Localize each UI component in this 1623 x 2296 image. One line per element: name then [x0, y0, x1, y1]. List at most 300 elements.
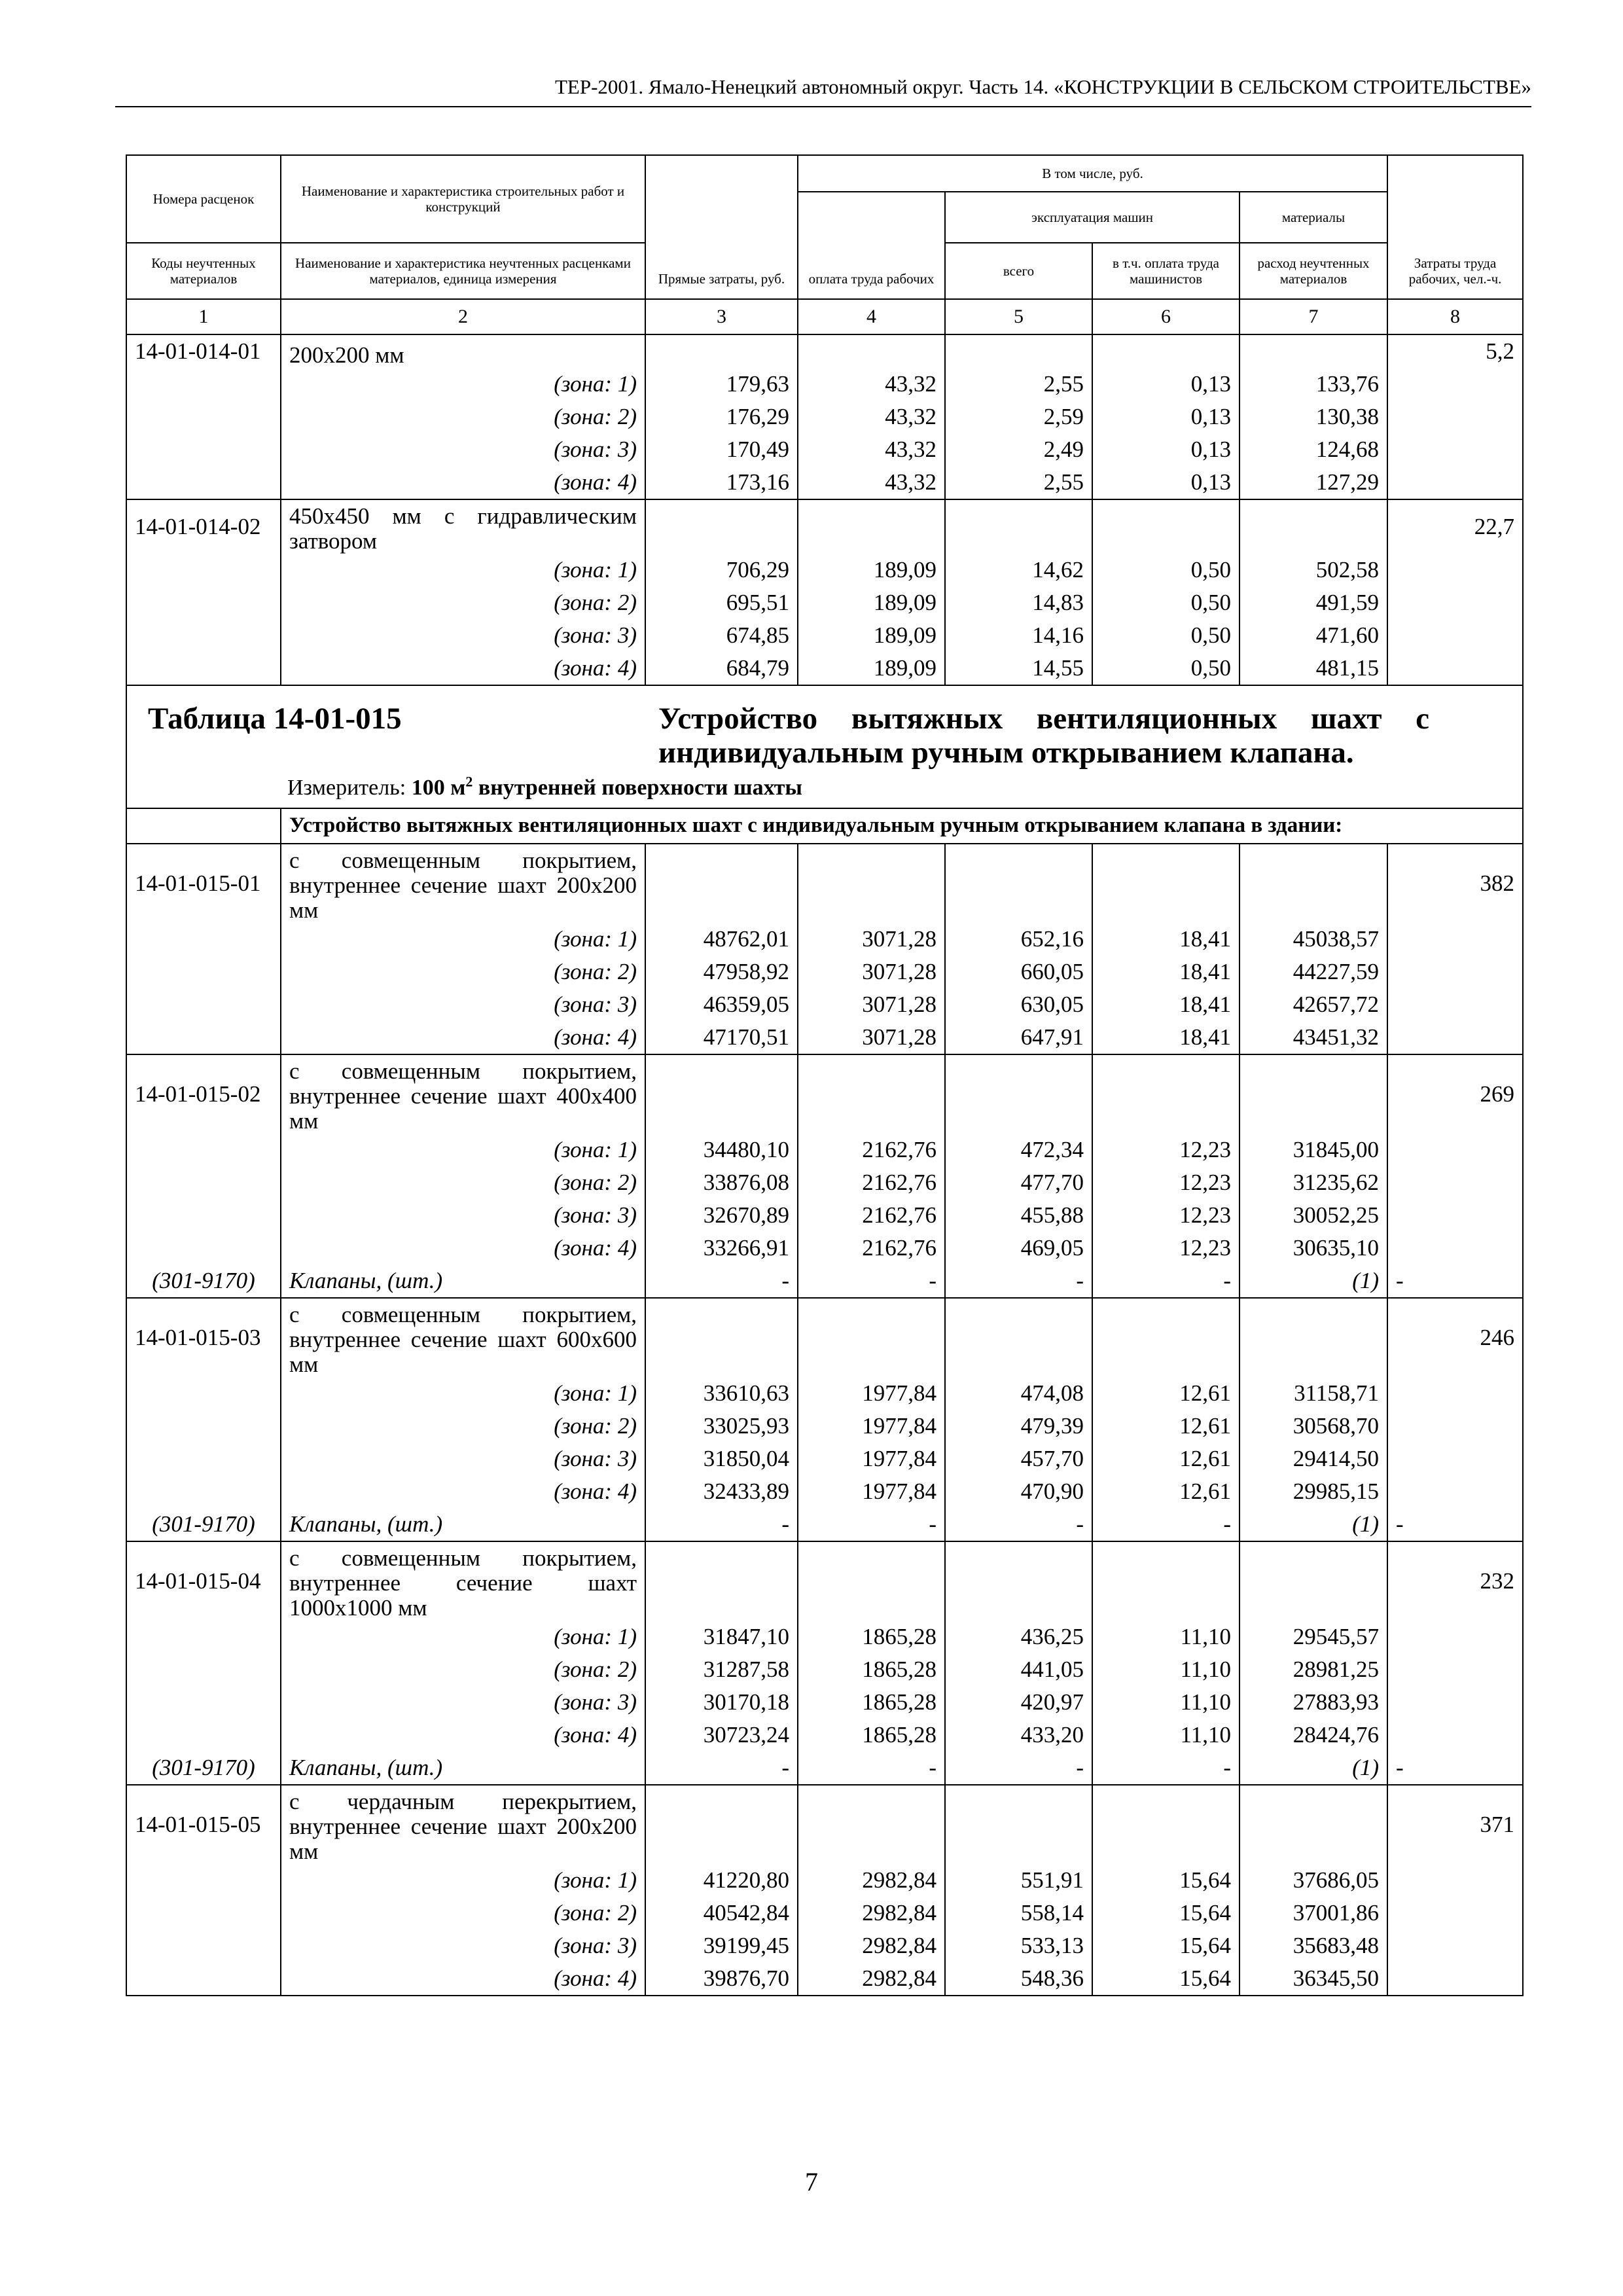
- machinist-wages: 15,64: [1092, 1929, 1240, 1962]
- worker-wages: 2162,76: [798, 1134, 945, 1166]
- machinist-wages: 11,10: [1092, 1653, 1240, 1686]
- machines-total: 14,62: [945, 554, 1092, 586]
- materials-cost: (1): [1240, 1265, 1387, 1298]
- materials-cost: 29545,57: [1240, 1621, 1387, 1653]
- zone-label: (зона: 4): [281, 466, 645, 499]
- header-materials-label: материалы: [1240, 192, 1387, 243]
- worker-wages: 1865,28: [798, 1621, 945, 1653]
- header-col7: расход неучтенных материалов: [1240, 243, 1387, 299]
- labor-cost: 232: [1387, 1541, 1523, 1621]
- zone-label: (зона: 2): [281, 586, 645, 619]
- materials-cost: 29985,15: [1240, 1475, 1387, 1508]
- machines-total: 14,83: [945, 586, 1092, 619]
- zone-label: (зона: 1): [281, 1377, 645, 1410]
- empty-cell: [126, 1897, 281, 1929]
- empty-cell: [1387, 466, 1523, 499]
- zone-label: (зона: 4): [281, 652, 645, 685]
- table-14-01-015-heading: [126, 685, 1523, 844]
- empty-cell: [126, 988, 281, 1021]
- machinist-wages: 12,23: [1092, 1166, 1240, 1199]
- worker-wages: 2982,84: [798, 1864, 945, 1897]
- zone-row: [126, 652, 1523, 685]
- empty-cell: [1092, 1298, 1240, 1377]
- worker-wages: 2982,84: [798, 1962, 945, 1996]
- empty-cell: [126, 1929, 281, 1962]
- zone-label: (зона: 4): [281, 1232, 645, 1265]
- zone-row: [126, 1686, 1523, 1719]
- machinist-wages: -: [1092, 1508, 1240, 1541]
- rate-code: 14-01-014-01: [126, 334, 281, 368]
- direct-cost: 47958,92: [645, 956, 798, 988]
- machines-total: 472,34: [945, 1134, 1092, 1166]
- zone-label: (зона: 3): [281, 1199, 645, 1232]
- direct-cost: 33876,08: [645, 1166, 798, 1199]
- materials-cost: 27883,93: [1240, 1686, 1387, 1719]
- machines-total: 14,55: [945, 652, 1092, 685]
- empty-cell: [126, 1021, 281, 1054]
- zone-label: (зона: 1): [281, 554, 645, 586]
- direct-cost: 40542,84: [645, 1897, 798, 1929]
- empty-cell: [798, 1054, 945, 1134]
- direct-cost: 33025,93: [645, 1410, 798, 1443]
- zone-row: [126, 1377, 1523, 1410]
- header-group-label: В том числе, руб.: [798, 155, 1387, 192]
- zone-row: [126, 1232, 1523, 1265]
- table-name: Устройство вытяжных вентиляционных шахт с индивидуальным ручным открыванием клапана.: [658, 702, 1430, 770]
- machinist-wages: 0,50: [1092, 619, 1240, 652]
- empty-cell: [1240, 499, 1387, 554]
- worker-wages: 1977,84: [798, 1475, 945, 1508]
- zone-label: (зона: 4): [281, 1475, 645, 1508]
- labor-cost: -: [1387, 1508, 1523, 1541]
- column-numbers-row: [126, 299, 1523, 334]
- empty-cell: [1387, 1686, 1523, 1719]
- machines-total: 433,20: [945, 1719, 1092, 1751]
- machinist-wages: 15,64: [1092, 1897, 1240, 1929]
- machinist-wages: 18,41: [1092, 923, 1240, 956]
- empty-cell: [1387, 1653, 1523, 1686]
- machinist-wages: 12,61: [1092, 1410, 1240, 1443]
- empty-cell: [126, 433, 281, 466]
- machines-total: 2,55: [945, 466, 1092, 499]
- machinist-wages: 0,13: [1092, 466, 1240, 499]
- empty-cell: [126, 466, 281, 499]
- empty-cell: [1092, 334, 1240, 368]
- rate-name: 200х200 мм: [281, 334, 645, 368]
- machinist-wages: 18,41: [1092, 988, 1240, 1021]
- machinist-wages: 11,10: [1092, 1719, 1240, 1751]
- machinist-wages: 12,61: [1092, 1443, 1240, 1475]
- worker-wages: 43,32: [798, 368, 945, 401]
- materials-cost: 37001,86: [1240, 1897, 1387, 1929]
- worker-wages: 1865,28: [798, 1686, 945, 1719]
- empty-cell: [126, 1686, 281, 1719]
- direct-cost: 684,79: [645, 652, 798, 685]
- machines-total: 558,14: [945, 1897, 1092, 1929]
- empty-cell: [1387, 1621, 1523, 1653]
- header-col2-top: Наименование и характеристика строительных работ и конструкций: [281, 155, 645, 243]
- labor-cost: 5,2: [1387, 334, 1523, 368]
- machinist-wages: 11,10: [1092, 1686, 1240, 1719]
- empty-cell: [1387, 652, 1523, 685]
- empty-cell: [1387, 1864, 1523, 1897]
- material-code: (301-9170): [126, 1751, 281, 1785]
- empty-cell: [945, 1054, 1092, 1134]
- header-col8: Затраты труда рабочих, чел.-ч.: [1387, 155, 1523, 299]
- machinist-wages: 12,23: [1092, 1232, 1240, 1265]
- worker-wages: 189,09: [798, 619, 945, 652]
- worker-wages: 43,32: [798, 466, 945, 499]
- empty-cell: [1240, 334, 1387, 368]
- rate-head-row: [126, 1054, 1523, 1134]
- zone-row: [126, 1719, 1523, 1751]
- labor-cost: 22,7: [1387, 499, 1523, 554]
- machines-total: 660,05: [945, 956, 1092, 988]
- direct-cost: 33610,63: [645, 1377, 798, 1410]
- empty-cell: [1387, 1377, 1523, 1410]
- zone-row: [126, 1410, 1523, 1443]
- materials-cost: 43451,32: [1240, 1021, 1387, 1054]
- empty-cell: [1387, 988, 1523, 1021]
- empty-cell: [126, 1443, 281, 1475]
- machinist-wages: 15,64: [1092, 1864, 1240, 1897]
- empty-cell: [1387, 1199, 1523, 1232]
- zone-label: (зона: 3): [281, 988, 645, 1021]
- empty-cell: [945, 844, 1092, 923]
- zone-label: (зона: 2): [281, 1166, 645, 1199]
- empty-cell: [126, 554, 281, 586]
- header-col3: Прямые затраты, руб.: [645, 155, 798, 299]
- direct-cost: 706,29: [645, 554, 798, 586]
- machines-total: 652,16: [945, 923, 1092, 956]
- materials-cost: 42657,72: [1240, 988, 1387, 1021]
- zone-label: (зона: 2): [281, 1897, 645, 1929]
- direct-cost: 176,29: [645, 401, 798, 433]
- rate-name: с совмещенным покрытием, внутреннее сечение шахт 1000х1000 мм: [281, 1541, 645, 1621]
- materials-cost: 471,60: [1240, 619, 1387, 652]
- direct-cost: 31287,58: [645, 1653, 798, 1686]
- column-number: 2: [281, 299, 645, 334]
- empty-cell: [126, 1864, 281, 1897]
- empty-cell: [1387, 368, 1523, 401]
- worker-wages: 2162,76: [798, 1199, 945, 1232]
- table-14-01-014-body: [126, 334, 1523, 685]
- column-number: 5: [945, 299, 1092, 334]
- materials-cost: 481,15: [1240, 652, 1387, 685]
- worker-wages: 3071,28: [798, 988, 945, 1021]
- zone-label: (зона: 3): [281, 1443, 645, 1475]
- header-col5: всего: [945, 243, 1092, 299]
- empty-cell: [645, 1785, 798, 1864]
- direct-cost: 179,63: [645, 368, 798, 401]
- machinist-wages: 12,61: [1092, 1475, 1240, 1508]
- machines-total: 470,90: [945, 1475, 1092, 1508]
- machines-total: 479,39: [945, 1410, 1092, 1443]
- table-meter: [127, 774, 1514, 802]
- empty-cell: [126, 1653, 281, 1686]
- labor-cost: 246: [1387, 1298, 1523, 1377]
- direct-cost: 32433,89: [645, 1475, 798, 1508]
- materials-cost: 127,29: [1240, 466, 1387, 499]
- materials-cost: 31845,00: [1240, 1134, 1387, 1166]
- rate-code: 14-01-015-05: [126, 1785, 281, 1864]
- zone-row: [126, 1199, 1523, 1232]
- empty-cell: [126, 1475, 281, 1508]
- material-code: (301-9170): [126, 1508, 281, 1541]
- materials-cost: 28981,25: [1240, 1653, 1387, 1686]
- unaccounted-material-row: [126, 1508, 1523, 1541]
- worker-wages: 3071,28: [798, 956, 945, 988]
- materials-cost: 37686,05: [1240, 1864, 1387, 1897]
- empty-cell: [1092, 1541, 1240, 1621]
- worker-wages: 3071,28: [798, 923, 945, 956]
- unaccounted-material-row: [126, 1265, 1523, 1298]
- direct-cost: 32670,89: [645, 1199, 798, 1232]
- empty-cell: [1092, 499, 1240, 554]
- rate-code: 14-01-015-03: [126, 1298, 281, 1377]
- empty-cell: [945, 499, 1092, 554]
- column-number: 1: [126, 299, 281, 334]
- empty-cell: [798, 499, 945, 554]
- column-number: 8: [1387, 299, 1523, 334]
- machinist-wages: 18,41: [1092, 956, 1240, 988]
- materials-cost: 29414,50: [1240, 1443, 1387, 1475]
- materials-cost: 502,58: [1240, 554, 1387, 586]
- zone-row: [126, 1443, 1523, 1475]
- header-col6: в т.ч. оплата труда машинистов: [1092, 243, 1240, 299]
- empty-cell: [1387, 956, 1523, 988]
- machines-total: 477,70: [945, 1166, 1092, 1199]
- materials-cost: 30635,10: [1240, 1232, 1387, 1265]
- rate-code: 14-01-015-02: [126, 1054, 281, 1134]
- zone-row: [126, 586, 1523, 619]
- materials-cost: 491,59: [1240, 586, 1387, 619]
- empty-cell: [645, 1541, 798, 1621]
- direct-cost: 31850,04: [645, 1443, 798, 1475]
- zone-label: (зона: 1): [281, 1134, 645, 1166]
- empty-cell: [1387, 433, 1523, 466]
- empty-cell: [126, 1232, 281, 1265]
- empty-cell: [1387, 1929, 1523, 1962]
- machines-total: 436,25: [945, 1621, 1092, 1653]
- material-name: Клапаны, (шт.): [281, 1508, 645, 1541]
- empty-cell: [126, 1377, 281, 1410]
- empty-cell: [1240, 1054, 1387, 1134]
- zone-label: (зона: 4): [281, 1962, 645, 1996]
- material-name: Клапаны, (шт.): [281, 1751, 645, 1785]
- worker-wages: 2162,76: [798, 1166, 945, 1199]
- rate-head-row: [126, 1298, 1523, 1377]
- empty-cell: [126, 923, 281, 956]
- column-number: 7: [1240, 299, 1387, 334]
- zone-label: (зона: 1): [281, 1621, 645, 1653]
- machines-total: 2,59: [945, 401, 1092, 433]
- materials-cost: 124,68: [1240, 433, 1387, 466]
- rate-name: 450х450 мм с гидравлическим затвором: [281, 499, 645, 554]
- machinist-wages: 0,13: [1092, 368, 1240, 401]
- materials-cost: 130,38: [1240, 401, 1387, 433]
- machinist-wages: 0,13: [1092, 433, 1240, 466]
- rate-name: с совмещенным покрытием, внутреннее сечение шахт 400х400 мм: [281, 1054, 645, 1134]
- machinist-wages: -: [1092, 1265, 1240, 1298]
- machinist-wages: 18,41: [1092, 1021, 1240, 1054]
- direct-cost: 48762,01: [645, 923, 798, 956]
- machines-total: 647,91: [945, 1021, 1092, 1054]
- worker-wages: 2982,84: [798, 1929, 945, 1962]
- worker-wages: 2982,84: [798, 1897, 945, 1929]
- worker-wages: 189,09: [798, 586, 945, 619]
- header-col1-top: Номера расценок: [126, 155, 281, 243]
- machines-total: 548,36: [945, 1962, 1092, 1996]
- empty-cell: [126, 401, 281, 433]
- zone-label: (зона: 3): [281, 1686, 645, 1719]
- header-col4: оплата труда рабочих: [798, 192, 945, 299]
- zone-row: [126, 1897, 1523, 1929]
- empty-cell: [645, 1054, 798, 1134]
- zone-row: [126, 1134, 1523, 1166]
- rate-name: с совмещенным покрытием, внутреннее сечение шахт 200х200 мм: [281, 844, 645, 923]
- labor-cost: 382: [1387, 844, 1523, 923]
- empty-cell: [126, 652, 281, 685]
- zone-label: (зона: 4): [281, 1719, 645, 1751]
- direct-cost: -: [645, 1751, 798, 1785]
- materials-cost: 31158,71: [1240, 1377, 1387, 1410]
- zone-label: (зона: 2): [281, 401, 645, 433]
- direct-cost: 41220,80: [645, 1864, 798, 1897]
- materials-cost: 44227,59: [1240, 956, 1387, 988]
- rate-name: с совмещенным покрытием, внутреннее сечение шахт 600х600 мм: [281, 1298, 645, 1377]
- table-header: [126, 155, 1523, 334]
- worker-wages: 189,09: [798, 554, 945, 586]
- rate-head-row: [126, 844, 1523, 923]
- column-number: 3: [645, 299, 798, 334]
- rate-head-row: [126, 1541, 1523, 1621]
- direct-cost: 30170,18: [645, 1686, 798, 1719]
- header-col1-bottom: Коды неучтенных материалов: [126, 243, 281, 299]
- material-code: (301-9170): [126, 1265, 281, 1298]
- worker-wages: 1977,84: [798, 1410, 945, 1443]
- zone-label: (зона: 1): [281, 1864, 645, 1897]
- empty-cell: [1387, 1962, 1523, 1996]
- empty-cell: [645, 499, 798, 554]
- machinist-wages: 12,23: [1092, 1134, 1240, 1166]
- empty-cell: [798, 334, 945, 368]
- direct-cost: 170,49: [645, 433, 798, 466]
- table-number: Таблица 14-01-015: [148, 702, 402, 736]
- zone-row: [126, 1021, 1523, 1054]
- empty-cell: [1387, 1719, 1523, 1751]
- worker-wages: 2162,76: [798, 1232, 945, 1265]
- empty-cell: [945, 334, 1092, 368]
- empty-cell: [798, 1785, 945, 1864]
- empty-cell: [126, 1134, 281, 1166]
- empty-cell: [1387, 1021, 1523, 1054]
- machinist-wages: 12,23: [1092, 1199, 1240, 1232]
- zone-row: [126, 1475, 1523, 1508]
- worker-wages: 43,32: [798, 401, 945, 433]
- zone-label: (зона: 3): [281, 619, 645, 652]
- machinist-wages: 12,61: [1092, 1377, 1240, 1410]
- empty-cell: [798, 1541, 945, 1621]
- zone-label: (зона: 2): [281, 1653, 645, 1686]
- direct-cost: 39876,70: [645, 1962, 798, 1996]
- zone-row: [126, 1166, 1523, 1199]
- direct-cost: 47170,51: [645, 1021, 798, 1054]
- empty-cell: [1387, 1443, 1523, 1475]
- zone-label: (зона: 4): [281, 1021, 645, 1054]
- zone-row: [126, 619, 1523, 652]
- materials-cost: 31235,62: [1240, 1166, 1387, 1199]
- section-subheader: Устройство вытяжных вентиляционных шахт с индивидуальным ручным открыванием клапана в здании:: [281, 808, 1523, 844]
- material-name: Клапаны, (шт.): [281, 1265, 645, 1298]
- worker-wages: 43,32: [798, 433, 945, 466]
- machines-total: 630,05: [945, 988, 1092, 1021]
- labor-cost: -: [1387, 1265, 1523, 1298]
- zone-label: (зона: 1): [281, 368, 645, 401]
- materials-cost: (1): [1240, 1751, 1387, 1785]
- zone-label: (зона: 2): [281, 1410, 645, 1443]
- machines-total: 420,97: [945, 1686, 1092, 1719]
- empty-cell: [126, 1166, 281, 1199]
- column-number: 6: [1092, 299, 1240, 334]
- zone-row: [126, 1962, 1523, 1996]
- labor-cost: -: [1387, 1751, 1523, 1785]
- machinist-wages: 0,50: [1092, 554, 1240, 586]
- materials-cost: 133,76: [1240, 368, 1387, 401]
- empty-cell: [645, 844, 798, 923]
- zone-row: [126, 554, 1523, 586]
- zone-row: [126, 368, 1523, 401]
- meter-value: 100 м: [411, 776, 466, 800]
- unaccounted-material-row: [126, 1751, 1523, 1785]
- direct-cost: 695,51: [645, 586, 798, 619]
- direct-cost: 34480,10: [645, 1134, 798, 1166]
- column-number: 4: [798, 299, 945, 334]
- materials-cost: (1): [1240, 1508, 1387, 1541]
- direct-cost: 30723,24: [645, 1719, 798, 1751]
- empty-cell: [1387, 923, 1523, 956]
- machinist-wages: 0,50: [1092, 586, 1240, 619]
- empty-cell: [1240, 844, 1387, 923]
- empty-cell: [1092, 844, 1240, 923]
- empty-cell: [798, 844, 945, 923]
- materials-cost: 30052,25: [1240, 1199, 1387, 1232]
- empty-cell: [798, 1298, 945, 1377]
- empty-cell: [126, 1719, 281, 1751]
- zone-row: [126, 923, 1523, 956]
- machinist-wages: 11,10: [1092, 1621, 1240, 1653]
- direct-cost: 46359,05: [645, 988, 798, 1021]
- machines-total: 469,05: [945, 1232, 1092, 1265]
- empty-cell: [1240, 1785, 1387, 1864]
- worker-wages: 3071,28: [798, 1021, 945, 1054]
- machines-total: 14,16: [945, 619, 1092, 652]
- machines-total: 474,08: [945, 1377, 1092, 1410]
- empty-cell: [126, 619, 281, 652]
- materials-cost: 30568,70: [1240, 1410, 1387, 1443]
- zone-row: [126, 433, 1523, 466]
- zone-label: (зона: 1): [281, 923, 645, 956]
- materials-cost: 35683,48: [1240, 1929, 1387, 1962]
- zone-row: [126, 988, 1523, 1021]
- rate-name: с чердачным перекрытием, внутреннее сечение шахт 200х200 мм: [281, 1785, 645, 1864]
- meter-rest: внутренней поверхности шахты: [473, 776, 802, 800]
- worker-wages: 1865,28: [798, 1719, 945, 1751]
- worker-wages: 1977,84: [798, 1377, 945, 1410]
- materials-cost: 36345,50: [1240, 1962, 1387, 1996]
- running-header: ТЕР-2001. Ямало-Ненецкий автономный округ. Часть 14. «КОНСТРУКЦИИ В СЕЛЬСКОМ СТРОИТЕЛЬСТВЕ»: [115, 71, 1531, 107]
- empty-cell: [126, 368, 281, 401]
